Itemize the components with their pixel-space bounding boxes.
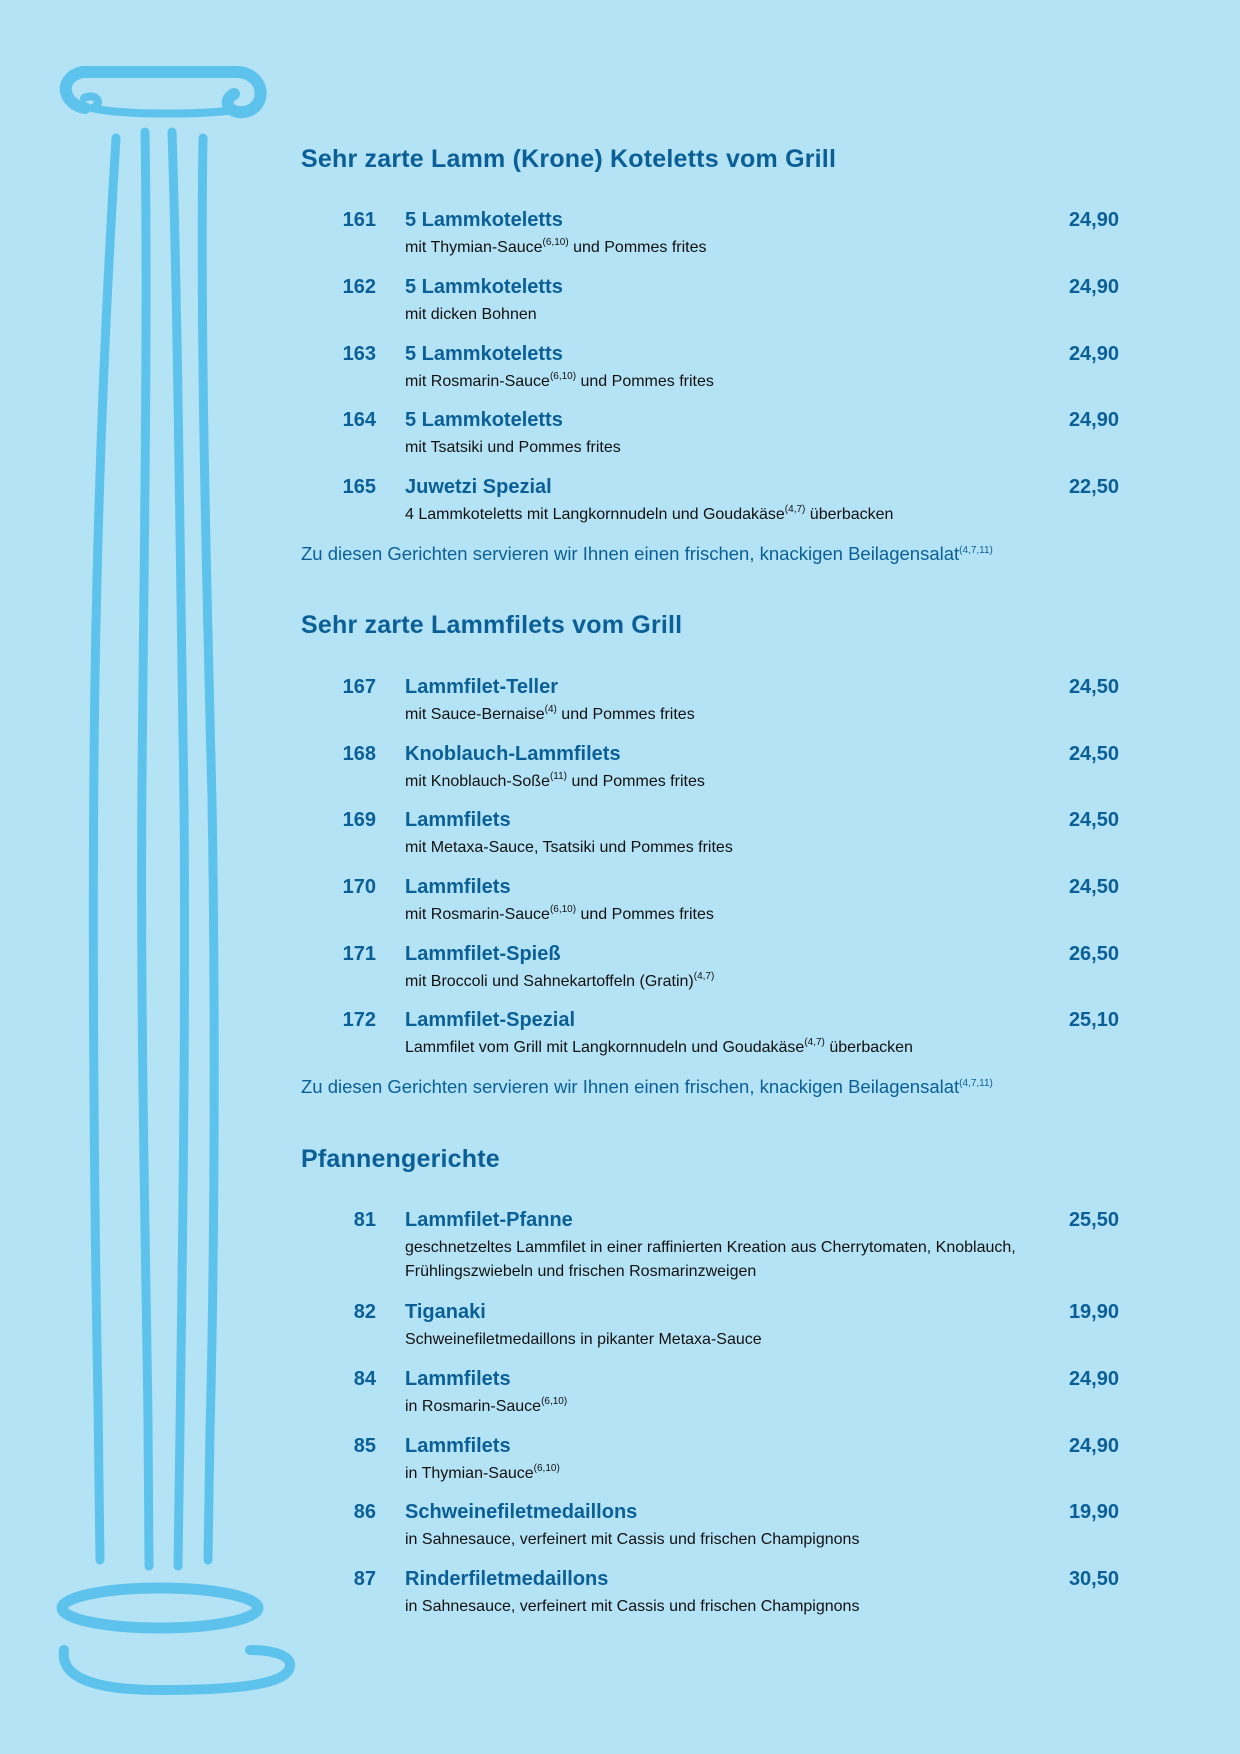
item-name: Tiganaki [405,1301,486,1323]
allergen-note: (4,7) [693,971,715,982]
item-number: 82 [353,1301,376,1323]
item-description: Schweinefiletmedaillons in pikanter Metaxa-Sauce [405,1331,762,1348]
item-name: Lammfilets [405,809,511,831]
item-price: 24,90 [1068,276,1119,298]
item-description: 4 Lammkoteletts mit Langkornnudeln und Goudakäse$^{(4,7)}$ überbacken [405,504,894,523]
item-name: Lammfilets [405,876,511,898]
item-price: 19,90 [1068,1301,1119,1323]
item-name: 5 Lammkoteletts [405,343,563,365]
allergen-note: (4,7) [784,504,806,515]
item-number: 85 [353,1435,376,1457]
item-description: mit Metaxa-Sauce, Tsatsiki und Pommes frites [405,839,733,856]
item-name: Knoblauch-Lammfilets [405,743,621,765]
allergen-note: (6,10) [533,1463,560,1474]
item-price: 24,90 [1068,409,1119,431]
section-title: Pfannengerichte [301,1145,500,1173]
item-name: Lammfilet-Pfanne [405,1209,573,1231]
item-price: 24,90 [1068,1368,1119,1390]
item-number: 167 [342,676,376,698]
item-price: 19,90 [1068,1501,1119,1523]
item-description: in Rosmarin-Sauce$^{(6,10)}$ [405,1396,568,1415]
item-name: Lammfilets [405,1368,511,1390]
item-price: 24,50 [1068,876,1119,898]
item-number: 171 [342,943,376,965]
item-number: 170 [342,876,376,898]
section-title: Sehr zarte Lammfilets vom Grill [301,611,683,639]
item-price: 22,50 [1068,476,1119,498]
item-number: 163 [342,343,376,365]
item-number: 87 [353,1568,376,1590]
item-number: 165 [342,476,376,498]
item-description: mit Thymian-Sauce$^{(6,10)}$ und Pommes frites [405,237,707,256]
item-price: 24,50 [1068,809,1119,831]
item-name: 5 Lammkoteletts [405,209,563,231]
item-name: Juwetzi Spezial [405,476,552,498]
allergen-note: (4,7) [804,1037,825,1048]
allergen-note: (11) [549,771,568,782]
item-description: mit Rosmarin-Sauce$^{(6,10)}$ und Pommes frites [405,371,714,390]
item-price: 24,90 [1068,1435,1119,1457]
item-name: Lammfilet-Teller [405,676,558,698]
item-description: mit Rosmarin-Sauce$^{(6,10)}$ und Pommes frites [405,904,714,923]
item-name: Lammfilet-Spezial [405,1009,576,1031]
item-description: in Sahnesauce, verfeinert mit Cassis und frischen Champignons [405,1531,860,1548]
item-price: 24,90 [1068,343,1119,365]
item-description: mit dicken Bohnen [405,306,537,323]
item-description: mit Knoblauch-Soße$^{(11)}$ und Pommes frites [405,771,705,790]
item-price: 24,50 [1068,743,1119,765]
allergen-note: (6,10) [549,371,577,382]
allergen-note: (4) [544,704,557,715]
side-salad-note: Zu diesen Gerichten servieren wir Ihnen einen frischen, knackigen Beilagensalat$^{(4,7,11)}$ [301,543,993,564]
greek-column-icon [0,0,310,1754]
item-number: 164 [342,409,376,431]
item-description: in Thymian-Sauce$^{(6,10)}$ [405,1463,560,1482]
item-name: Rinderfiletmedaillons [405,1568,609,1590]
item-price: 24,90 [1068,209,1119,231]
item-name: Lammfilet-Spieß [405,943,561,965]
item-number: 172 [342,1009,376,1031]
item-number: 84 [353,1368,376,1390]
item-description: mit Sauce-Bernaise$^{(4)}$ und Pommes frites [405,704,695,723]
side-salad-note: Zu diesen Gerichten servieren wir Ihnen einen frischen, knackigen Beilagensalat$^{(4,7,11)}$ [301,1076,993,1097]
section-title: Sehr zarte Lamm (Krone) Koteletts vom Grill [301,145,837,173]
item-price: 25,10 [1068,1009,1119,1031]
item-number: 168 [342,743,376,765]
item-number: 81 [353,1209,376,1231]
item-description: in Sahnesauce, verfeinert mit Cassis und frischen Champignons [405,1598,860,1615]
item-name: 5 Lammkoteletts [405,276,563,298]
allergen-note: (4,7,11) [959,545,993,556]
item-description: Lammfilet vom Grill mit Langkornnudeln und Goudakäse$^{(4,7)}$ überbacken [405,1037,913,1056]
item-number: 162 [342,276,376,298]
item-description: mit Tsatsiki und Pommes frites [405,439,621,456]
item-price: 30,50 [1068,1568,1119,1590]
item-number: 161 [342,209,376,231]
allergen-note: (4,7,11) [959,1078,993,1089]
allergen-note: (6,10) [549,904,577,915]
item-name: Schweinefiletmedaillons [405,1501,638,1523]
item-price: 24,50 [1068,676,1119,698]
item-price: 26,50 [1068,943,1119,965]
item-number: 169 [342,809,376,831]
allergen-note: (6,10) [542,237,569,248]
item-name: Lammfilets [405,1435,511,1457]
item-price: 25,50 [1068,1209,1119,1231]
item-description: geschnetzeltes Lammfilet in einer raffinierten Kreation aus Cherrytomaten, Knoblauch, Frühlingszwiebeln und frischen Rosmarinzweigen [405,1239,1016,1280]
item-description: mit Broccoli und Sahnekartoffeln (Gratin)$^{(4,7)}$ [405,971,715,990]
item-name: 5 Lammkoteletts [405,409,563,431]
item-number: 86 [353,1501,376,1523]
allergen-note: (6,10) [541,1396,568,1407]
